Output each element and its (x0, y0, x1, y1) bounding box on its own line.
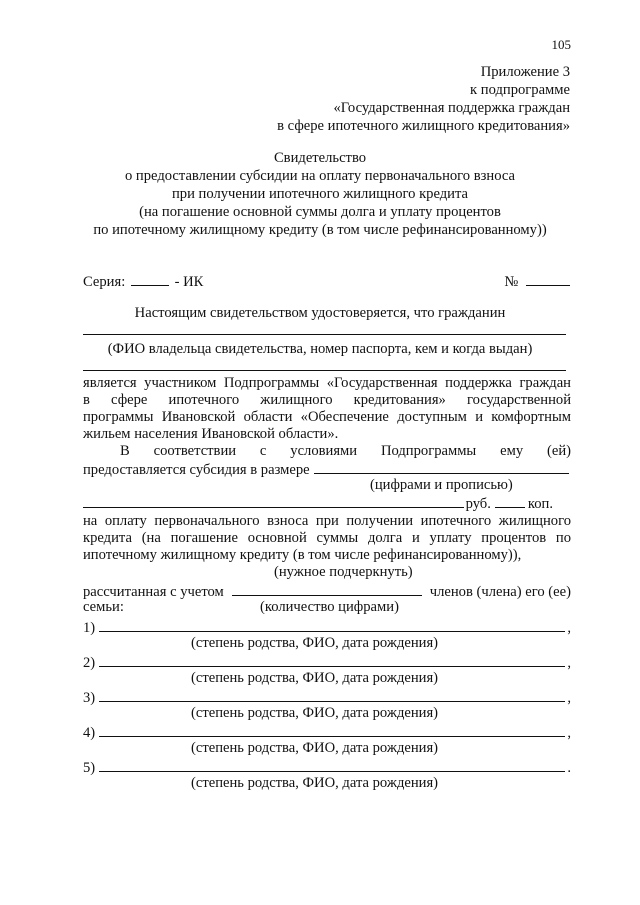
member-number: 1) (83, 620, 96, 636)
member-number: 2) (83, 655, 96, 671)
subsidy-amount-blank[interactable] (314, 460, 569, 474)
member-hint: (степень родства, ФИО, дата рождения) (191, 705, 439, 721)
member-blank[interactable] (99, 618, 565, 632)
family-label: семьи: (83, 599, 124, 615)
title-line: по ипотечному жилищному кредиту (в том числе рефинансированному)) (93, 222, 547, 238)
series-label: Серия: (83, 274, 126, 290)
member-hint: (степень родства, ФИО, дата рождения) (191, 670, 439, 686)
number-blank[interactable] (526, 272, 570, 286)
member-end: , (567, 620, 571, 636)
appendix-line: «Государственная поддержка граждан (333, 100, 570, 116)
certify-text: Настоящим свидетельством удостоверяется, что гражданин (134, 305, 506, 321)
member-hint: (степень родства, ФИО, дата рождения) (191, 740, 439, 756)
kop-blank[interactable] (495, 494, 525, 508)
family-prefix: рассчитанная с учетом (83, 584, 224, 600)
series-blank[interactable] (131, 272, 169, 286)
title-line: (на погашение основной суммы долга и уплату процентов (139, 204, 501, 220)
purpose-line: ипотечному жилищному кредиту (в том числе рефинансированному)), (83, 547, 522, 563)
appendix-line: Приложение 3 (480, 64, 570, 80)
series-field (83, 272, 203, 291)
member-end: , (567, 655, 571, 671)
family-hint: (количество цифрами) (260, 599, 399, 615)
appendix-line: к подпрограмме (470, 82, 570, 98)
owner-line-2[interactable] (83, 370, 566, 371)
title-line: при получении ипотечного жилищного кредита (171, 186, 469, 202)
member-end: . (567, 760, 571, 776)
series-suffix: - ИК (174, 274, 204, 290)
subsidy-text: предоставляется субсидия в размере (83, 462, 310, 478)
member-hint: (степень родства, ФИО, дата рождения) (191, 775, 439, 791)
subsidy-rub-row (83, 494, 553, 513)
number-field (504, 272, 570, 291)
purpose-line: кредита (на погашение основной суммы долга и уплату процентов по (83, 530, 571, 546)
number-label: № (504, 274, 519, 290)
member-hint: (степень родства, ФИО, дата рождения) (191, 635, 439, 651)
member-end: , (567, 690, 571, 706)
member-number: 5) (83, 760, 96, 776)
purpose-line: на оплату первоначального взноса при получении ипотечного жилищного (83, 513, 571, 529)
subsidy-line: В соответствии с условиями Подпрограммы ему (ей) (120, 443, 571, 459)
member-number: 4) (83, 725, 96, 741)
kop-label: коп. (527, 496, 553, 512)
rub-label: руб. (465, 496, 491, 512)
purpose-hint: (нужное подчеркнуть) (274, 564, 413, 580)
member-blank[interactable] (99, 653, 565, 667)
family-suffix: членов (члена) его (ее) (429, 584, 571, 600)
page-number: 105 (551, 37, 571, 52)
participant-line: является участником Подпрограммы «Государственная поддержка граждан (83, 375, 571, 391)
participant-line: программы Ивановской области «Обеспечение доступным и комфортным (83, 409, 571, 425)
title-line: Свидетельство (273, 150, 367, 166)
owner-line-1[interactable] (83, 334, 566, 335)
member-blank[interactable] (99, 758, 565, 772)
owner-hint: (ФИО владельца свидетельства, номер паспорта, кем и когда выдан) (107, 341, 533, 357)
subsidy-hint: (цифрами и прописью) (370, 477, 513, 493)
participant-line: жильем населения Ивановской области». (83, 426, 339, 442)
member-number: 3) (83, 690, 96, 706)
member-blank[interactable] (99, 723, 565, 737)
participant-line: в сфере ипотечного жилищного кредитования» государственной (83, 392, 571, 408)
title-line: о предоставлении субсидии на оплату первоначального взноса (124, 168, 515, 184)
member-blank[interactable] (99, 688, 565, 702)
appendix-line: в сфере ипотечного жилищного кредитования» (277, 118, 570, 134)
subsidy-rub-blank[interactable] (83, 494, 464, 508)
family-count-blank[interactable] (232, 582, 422, 596)
member-end: , (567, 725, 571, 741)
